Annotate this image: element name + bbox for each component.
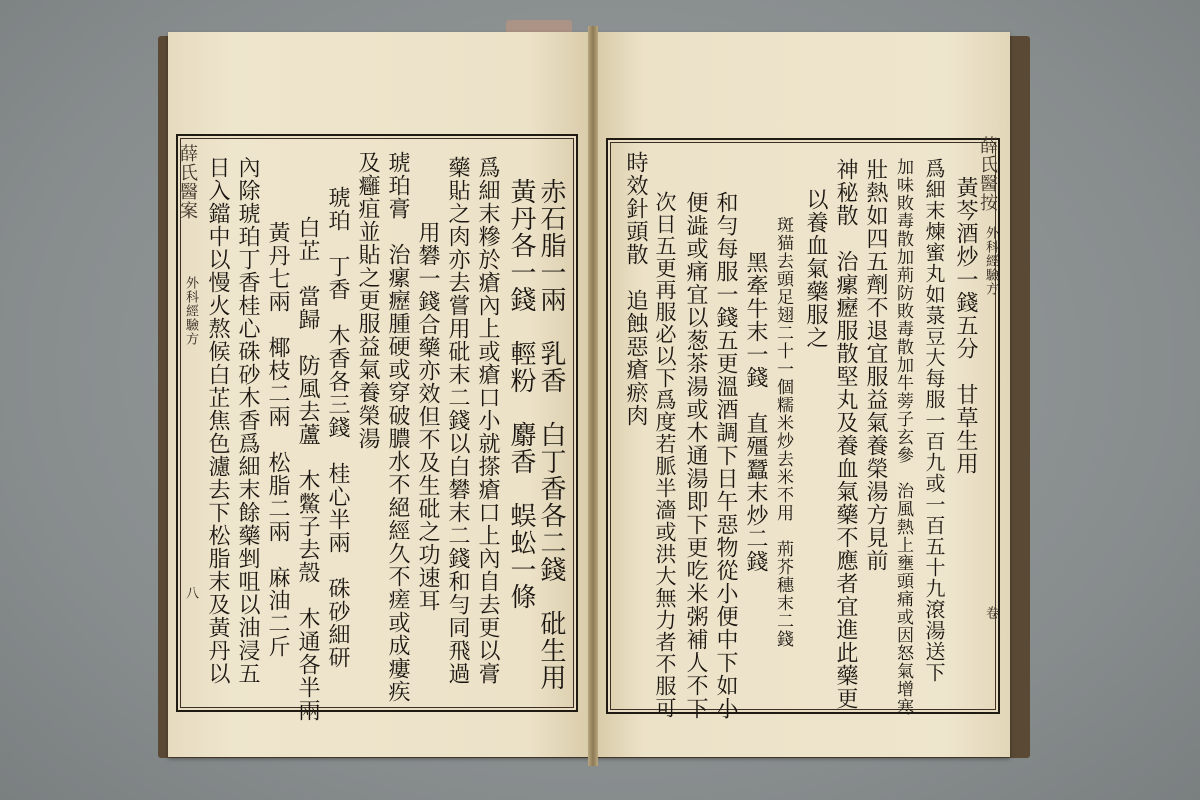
left-margin-subtitle: 外科經驗方 <box>183 276 198 346</box>
left-column-7: 及癰疽並貼之更服益氣養榮湯 <box>355 151 380 450</box>
right-column-1: 黃芩酒炒一錢五分 甘草生用 <box>953 176 978 475</box>
left-column-10: 黃丹七兩 椰枝二兩 松脂二兩 麻油二斤 <box>265 221 290 658</box>
left-column-12: 日入鐺中以慢火熬候白芷焦色濾去下松脂末及黃丹以 <box>205 156 230 685</box>
left-column-2: 黃丹各一錢 輕粉 麝香 蜈蚣一條 <box>506 178 536 610</box>
left-margin-folio: 八 <box>183 586 198 600</box>
left-column-11: 內除琥珀丁香桂心硃砂木香爲細末餘藥剉咀以油浸五 <box>235 156 260 685</box>
open-book <box>158 26 1030 766</box>
right-column-3: 加味敗毒散加荊防敗毒散加牛蒡子玄參 治風熱上壅頭痛或因怒氣增寒 <box>893 158 913 716</box>
left-column-6: 琥珀膏 治瘰癧腫硬或穿破膿水不絕經久不瘥或成瘻疾 <box>385 151 410 703</box>
right-column-12: 時效針頭散 追蝕惡瘡瘀肉 <box>623 151 648 427</box>
right-column-9: 和勻每服一錢五更溫酒調下日午惡物從小便中下如小 <box>713 191 738 720</box>
left-column-3: 爲細末糝於瘡內上或瘡口小就搽瘡口上內自去更以膏 <box>475 156 500 685</box>
left-margin-title: 薛氏醫案 <box>177 144 198 220</box>
left-column-8: 琥珀 丁香 木香各三錢 桂心半兩 硃砂細研 <box>325 186 350 669</box>
book-gutter <box>588 26 598 766</box>
right-column-6: 以養血氣藥服之 <box>803 188 828 349</box>
left-column-9: 白芷 當歸 防風去蘆 木鱉子去殼 木通各半兩 <box>295 216 320 722</box>
right-column-5: 神秘散 治瘰癧服散堅丸及養血氣藥不應者宜進此藥更 <box>833 158 858 710</box>
right-column-7: 斑猫去頭足翅二十一個糯米炒去米不用 荊芥穗末二錢 <box>773 216 793 648</box>
left-column-4: 藥貼之肉亦去嘗用砒末二錢以白礬末二錢和勻同飛過 <box>445 156 470 685</box>
right-margin-subtitle: 外科經驗方 <box>983 226 998 296</box>
right-column-4: 壯熱如四五劑不退宜服益氣養榮湯方見前 <box>863 158 888 572</box>
left-column-5: 用礬一錢合藥亦效但不及生砒之功速耳 <box>415 221 440 612</box>
left-column-1: 赤石脂一兩 乳香 白丁香各二錢 砒生用 <box>536 178 566 691</box>
right-column-11: 次日五更再服必以下爲度若脈半濇或洪大無力者不服可 <box>653 191 677 719</box>
right-margin-title: 薛氏醫按 <box>977 136 998 212</box>
right-column-8: 黑牽牛末一錢 直殭蠶末炒二錢 <box>743 251 768 573</box>
right-margin-folio: 卷 <box>983 606 998 620</box>
right-column-10: 便澁或痛宜以葱茶湯或木通湯即下更吃米粥補人不下 <box>683 191 708 720</box>
right-column-2: 爲細末煉蜜丸如菉豆大每服一百九或一百五十九滾湯送下 <box>922 158 946 683</box>
